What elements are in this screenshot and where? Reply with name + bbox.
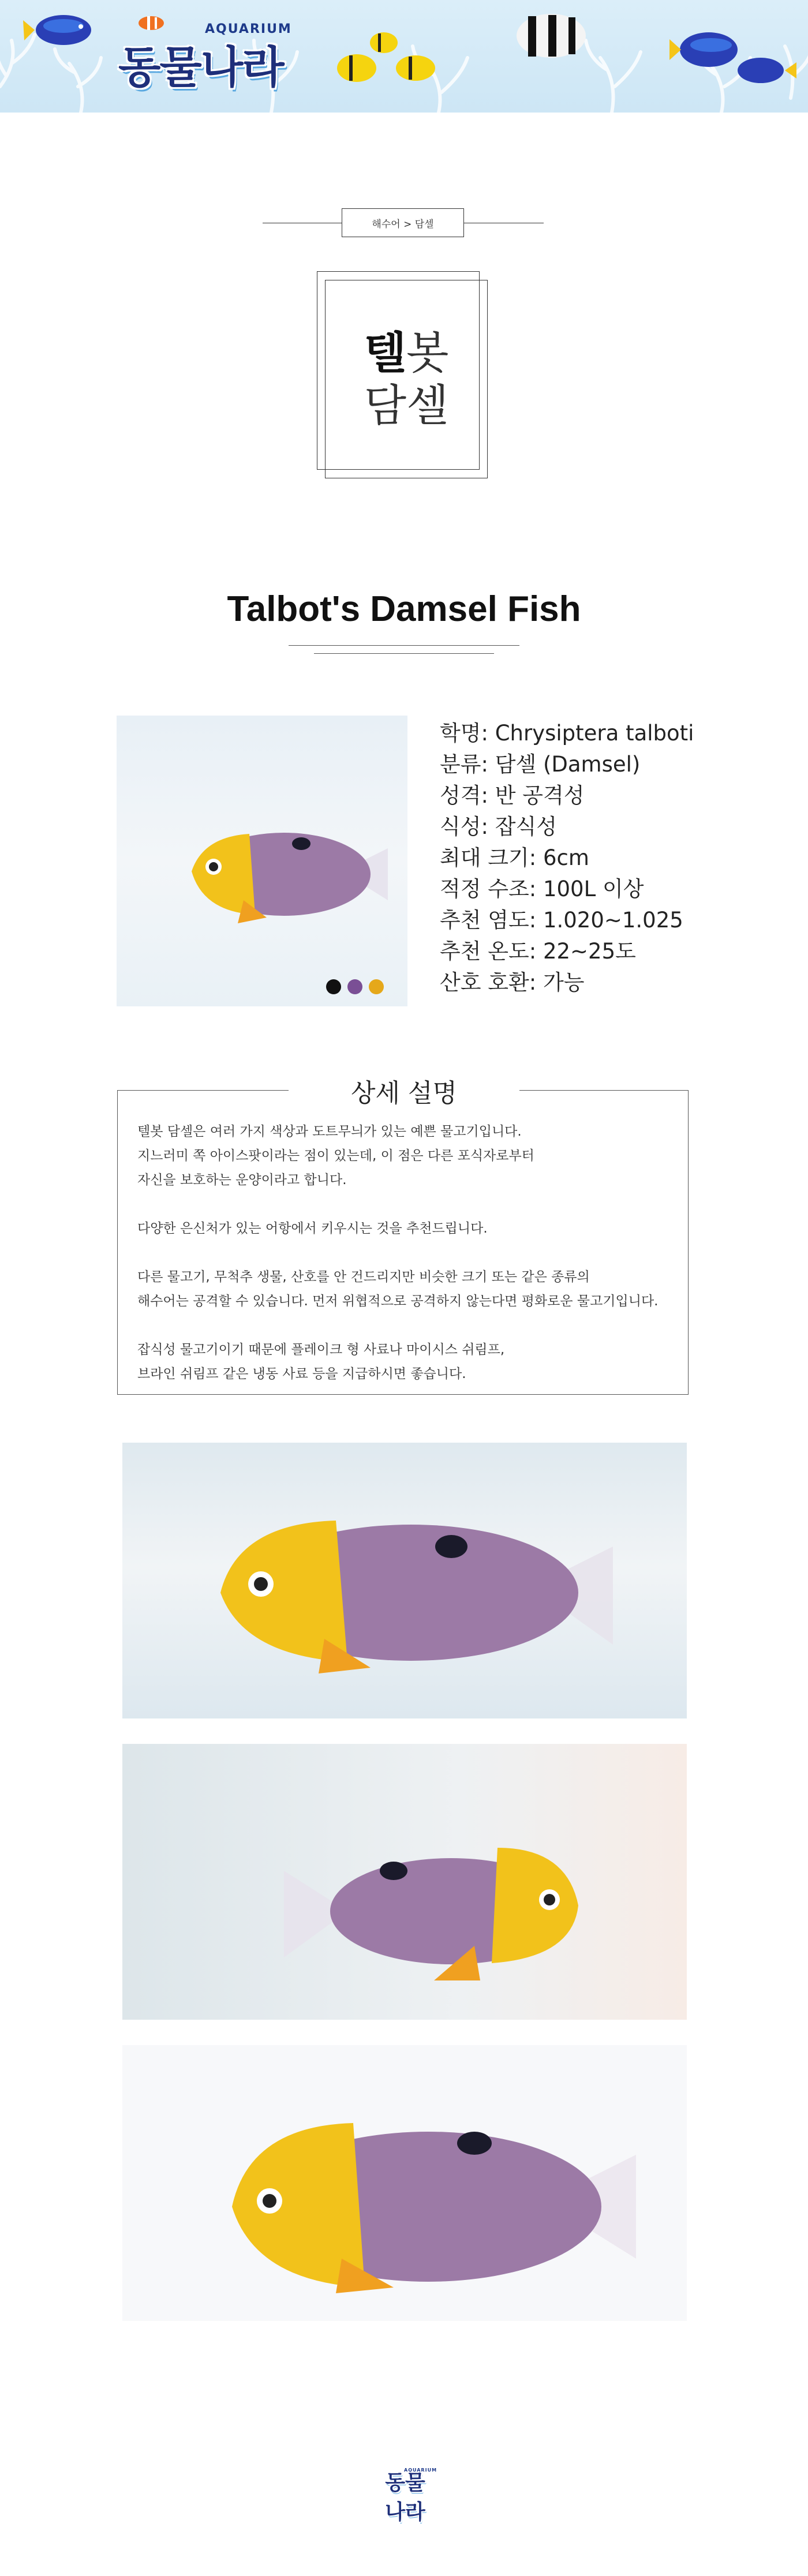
info-diet: 식성: 잡식성 [440,814,557,839]
detail-paragraph [137,1216,674,1241]
info-coral-compatibility: 산호 호환: 가능 [440,970,585,995]
detail-paragraph [137,1265,674,1313]
info-max-size: 최대 크기: 6cm [440,845,589,870]
detail-line: 브라인 쉬림프 같은 냉동 사료 등을 지급하시면 좋습니다. [137,1366,466,1381]
detail-description [137,1119,674,1410]
humbug-damsel-fish-icon [517,14,586,58]
detail-paragraph [137,1119,674,1192]
product-title-line-1 [364,327,449,379]
detail-paragraph [137,1338,674,1386]
product-title-strong: 텔 [364,327,406,379]
logo[interactable]: 동물나라 [118,42,283,93]
title-underline-1 [289,645,519,646]
header-banner [0,0,808,113]
info-scientific-name: 학명: Chrysiptera talboti [440,721,694,746]
info-temperature: 추천 온도: 22~25도 [440,939,636,964]
fish-photo-2 [122,1744,687,2020]
color-dot [369,979,384,994]
species-info-list [440,718,763,998]
fish-photo-1 [122,1443,687,1718]
english-title: Talbot's Damsel Fish [227,589,581,629]
color-dot [347,979,362,994]
logo-aquarium-text: AQUARIUM [205,22,292,36]
detail-line: 해수어는 공격할 수 있습니다. 먼저 위협적으로 공격하지 않는다면 평화로운 물고기입니다. [137,1294,659,1309]
footer-logo[interactable]: 동물나라 [385,2471,425,2524]
product-title-line-2: 담셀 [364,380,449,431]
clownfish-icon [139,16,164,30]
product-title-rest: 봇 [406,327,449,379]
yellow-tang-fish-icon [337,32,435,82]
blue-tang-fish-icon [669,32,796,83]
info-tank-size: 적정 수조: 100L 이상 [440,877,644,901]
detail-line: 자신을 보호하는 운양이라고 합니다. [137,1173,347,1188]
detail-line: 다른 물고기, 무척추 생물, 산호를 안 건드리지만 비슷한 크기 또는 같은 종류의 [137,1270,590,1285]
detail-title: 상세 설명 [289,1072,519,1109]
detail-line: 잡식성 물고기이기 때문에 플레이크 형 사료나 마이시스 쉬림프, [137,1342,505,1357]
info-temperament: 성격: 반 공격성 [440,783,585,808]
fish-thumbnail-image [117,716,407,1006]
breadcrumb[interactable]: 해수어 > 담셀 [342,208,464,237]
title-underline-2 [314,653,494,654]
footer-logo-aquarium-text: AQUARIUM [404,2468,437,2473]
detail-line: 텔봇 담셀은 여러 가지 색상과 도트무늬가 있는 예쁜 물고기입니다. [137,1124,522,1139]
product-title-box [325,280,488,478]
info-salinity: 추천 염도: 1.020~1.025 [440,908,683,933]
detail-line: 다양한 은신처가 있는 어항에서 키우시는 것을 추천드립니다. [137,1221,488,1236]
fish-photo-3 [122,2045,687,2321]
fish-thumbnail [117,716,407,1006]
info-classification: 분류: 담셀 (Damsel) [440,752,641,777]
color-dot [326,979,341,994]
detail-line: 지느러미 쪽 아이스팟이라는 점이 있는데, 이 점은 다른 포식자로부터 [137,1148,534,1163]
